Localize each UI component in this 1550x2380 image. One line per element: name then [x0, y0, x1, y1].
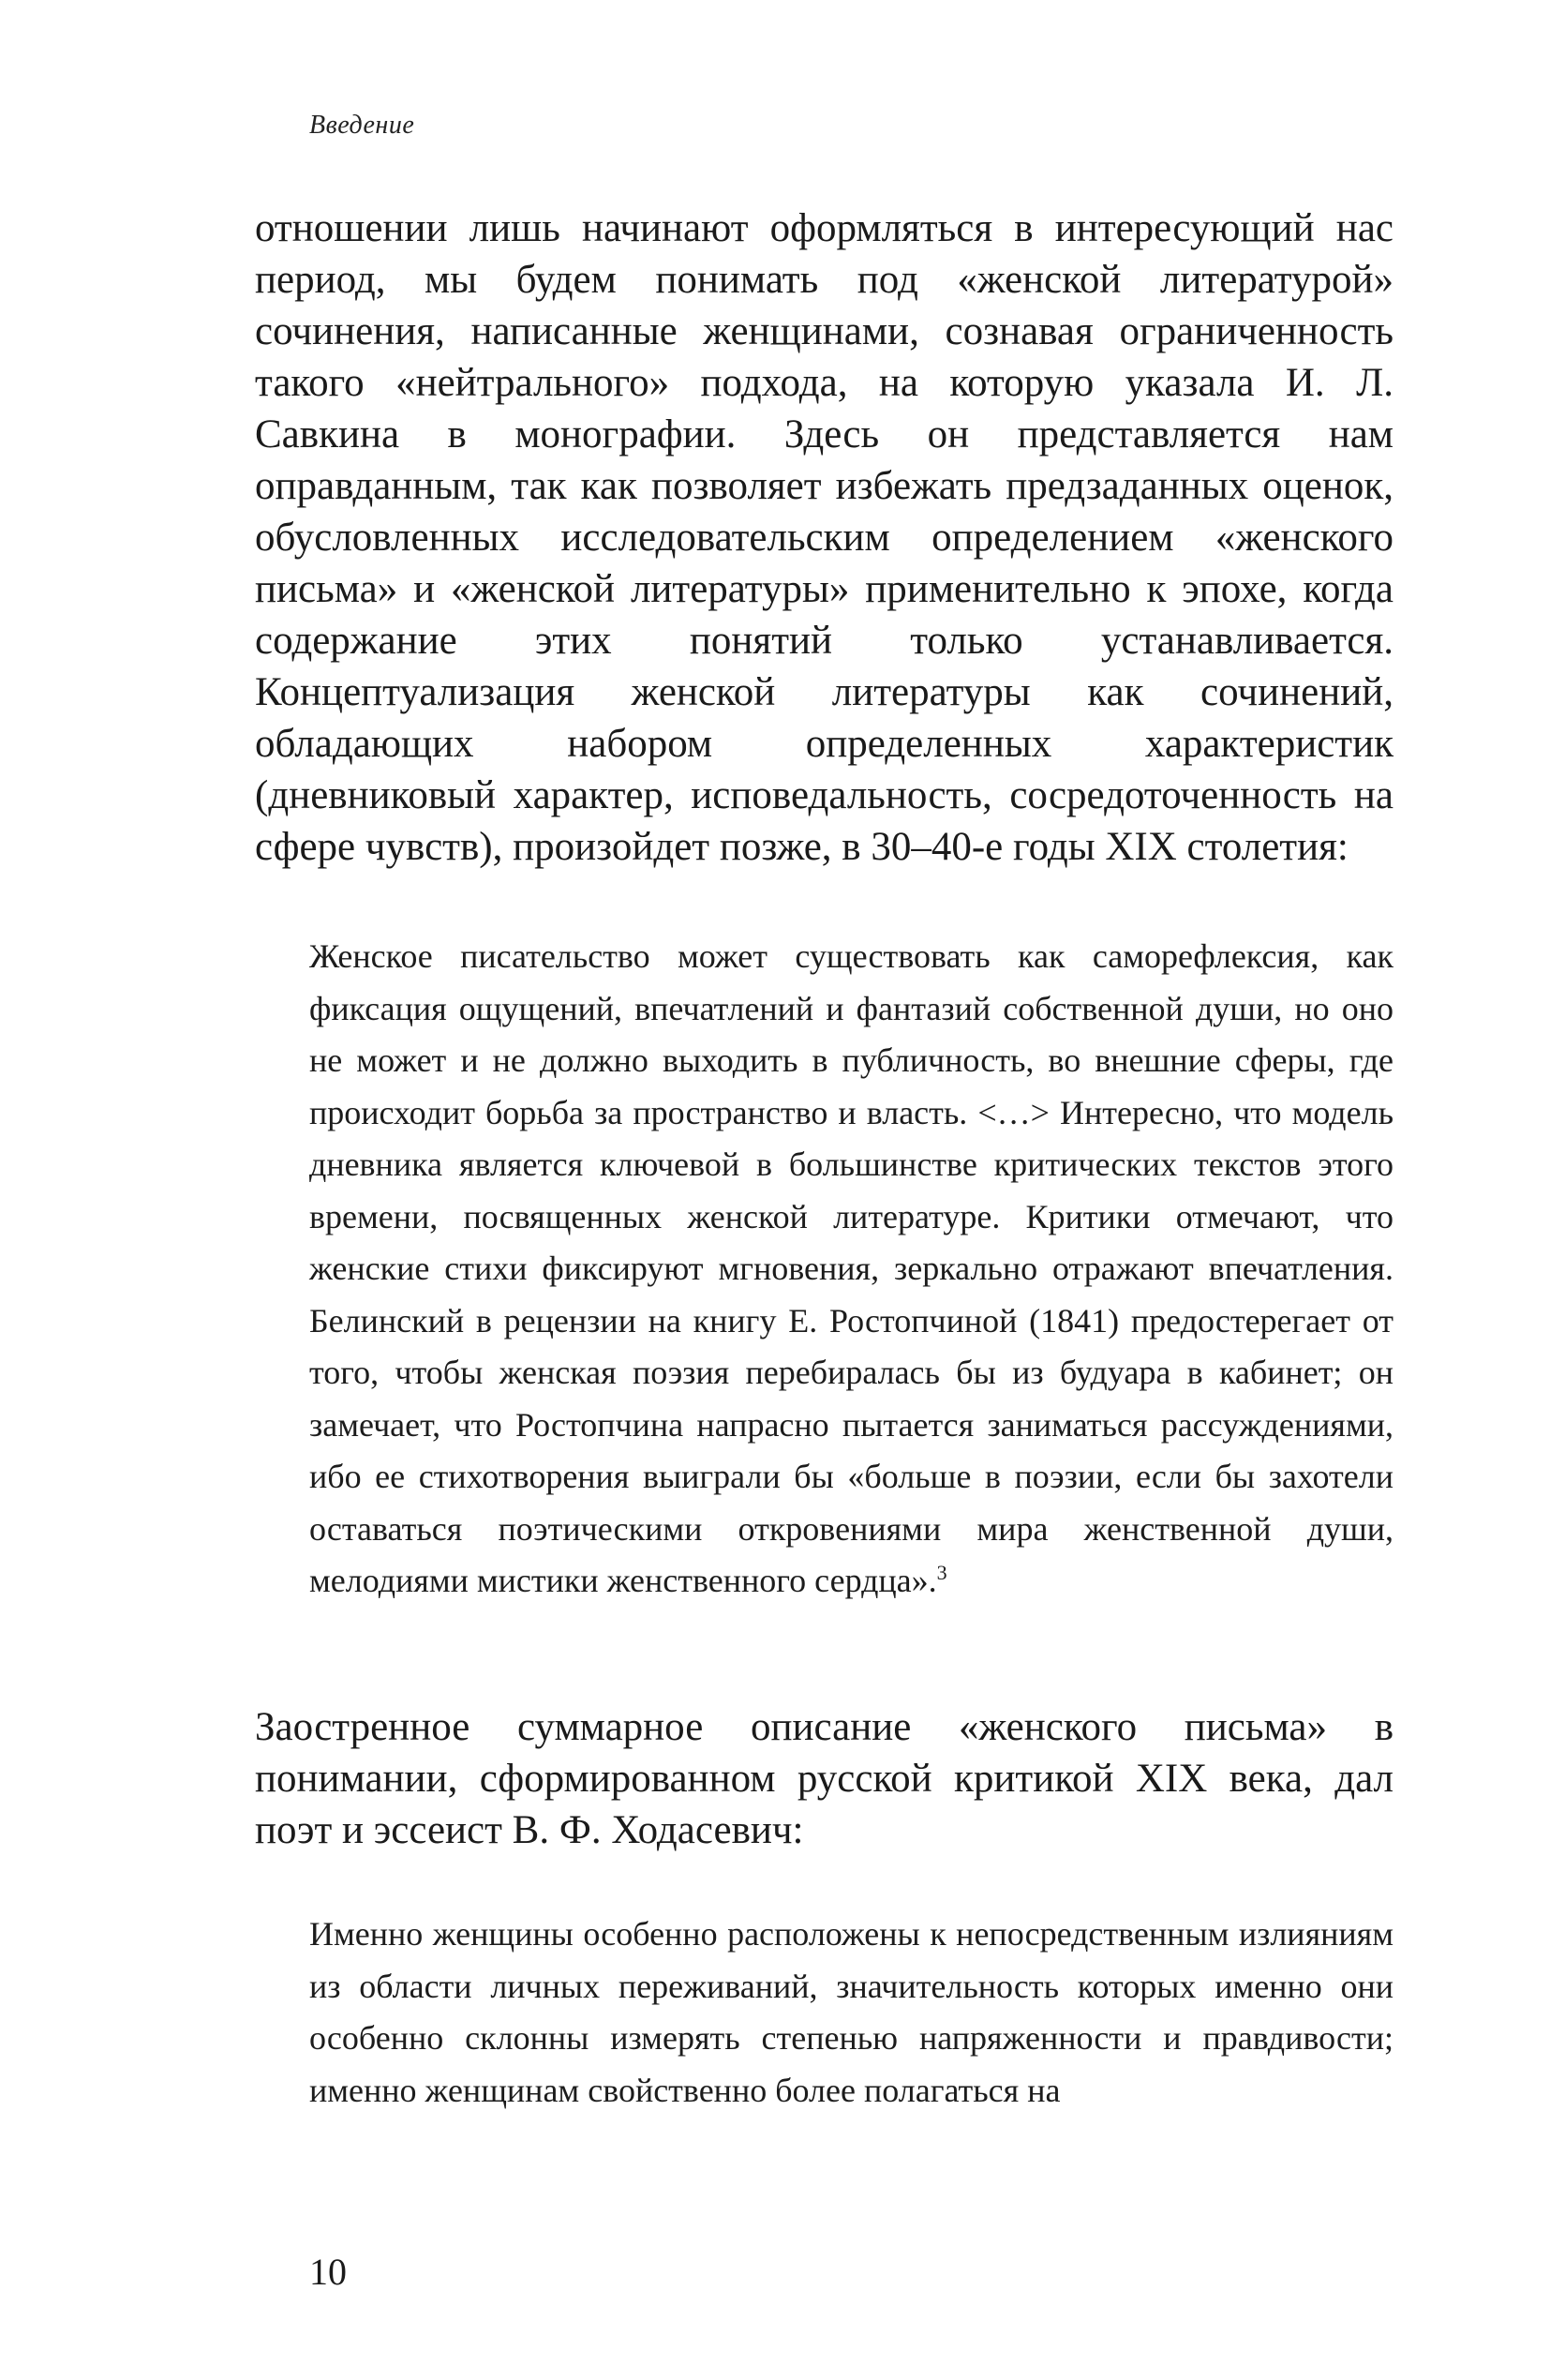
running-head: Введение [309, 111, 415, 140]
body-paragraph-2: Заостренное суммарное описание «женского письма» в понимании, сформированном русской критикой XIX века, дал поэт и эссеист В. Ф. Ходасевич: [255, 1705, 1394, 1852]
page-number: 10 [309, 2251, 347, 2293]
body-paragraph-1: отношении лишь начинают оформляться в интересующий нас период, мы будем понимать под «женской литературой» сочинения, написанные женщинами, сознавая ограниченность такого «нейтрального» подхода, на которую указала И. Л. Савкина в монографии. Здесь он представляется нам оправданным, так как позволяет избежать предзаданных оценок, обусловленных исследовательским определением «женского письма» и «женской литературы» применительно к эпохе, когда содержание этих понятий только устанавливается. Концептуализация женской литературы как сочинений, обладающих набором определенных характеристик (дневниковый характер, исповедальность, сосредоточенность на сфере чувств), произойдет позже, в 30–40-е годы XIX столетия: [255, 206, 1394, 869]
block-quote-1 [309, 931, 1394, 1608]
block-quote-1-text: Женское писательство может существовать как саморефлексия, как фиксация ощущений, впечатлений и фантазий собственной души, но оно не может и не должно выходить в публичность, во внешние сферы, где происходит борьба за пространство и власть. <…> Интересно, что модель дневника является ключевой в большинстве критических текстов этого времени, посвященных женской литературе. Критики отмечают, что женские стихи фиксируют мгновения, зеркально отражают впечатления. Белинский в рецензии на книгу Е. Ростопчиной (1841) предостерегает от того, чтобы женская поэзия перебиралась бы из будуара в кабинет; он замечает, что Ростопчина напрасно пытается заниматься рассуждениями, ибо ее стихотворения выиграли бы «больше в поэзии, если бы захотели оставаться поэтическими откровениями мира женственной души, мелодиями мистики женственного сердца». [309, 937, 1394, 1599]
block-quote-2: Именно женщины особенно расположены к непосредственным излияниям из области личных переживаний, значительность которых именно они особенно склонны измерять степенью напряженности и правдивости; именно женщинам свойственно более полагаться на [309, 1915, 1394, 2109]
footnote-ref-3[interactable]: 3 [936, 1561, 947, 1584]
